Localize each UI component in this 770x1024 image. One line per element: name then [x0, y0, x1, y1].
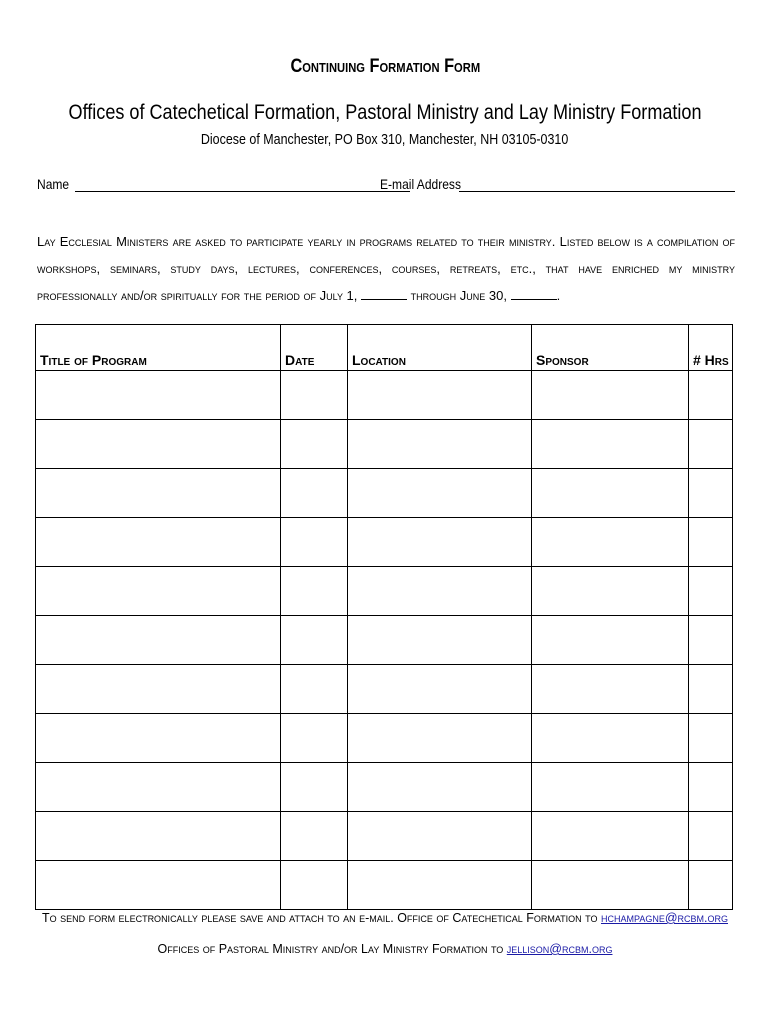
column-header-sponsor: Sponsor [532, 325, 689, 371]
title-cell[interactable] [36, 861, 281, 910]
sponsor-cell[interactable] [532, 763, 689, 812]
email-label: E-mail Address [380, 176, 461, 192]
sponsor-cell[interactable] [532, 665, 689, 714]
column-header-location: Location [348, 325, 532, 371]
email-field[interactable] [459, 191, 735, 192]
diocese-address-text: Diocese of Manchester, PO Box 310, Manchester, NH 03105-0310 [201, 132, 569, 148]
table-row [36, 616, 733, 665]
location-cell[interactable] [348, 812, 532, 861]
hours-cell[interactable] [689, 420, 733, 469]
location-cell[interactable] [348, 567, 532, 616]
period-end-year-field[interactable] [511, 286, 557, 300]
title-cell[interactable] [36, 518, 281, 567]
intro-text-part2: through June 30, [410, 288, 507, 303]
column-header-title: Title of Program [36, 325, 281, 371]
title-cell[interactable] [36, 763, 281, 812]
table-row [36, 420, 733, 469]
sponsor-cell[interactable] [532, 567, 689, 616]
location-cell[interactable] [348, 665, 532, 714]
table-row [36, 518, 733, 567]
catechetical-email-link[interactable]: hchampagne@rcbm.org [600, 911, 728, 925]
title-cell[interactable] [36, 420, 281, 469]
hours-cell[interactable] [689, 616, 733, 665]
date-cell[interactable] [281, 518, 348, 567]
name-field[interactable] [75, 191, 410, 192]
intro-text-end: . [556, 288, 561, 303]
date-cell[interactable] [281, 371, 348, 420]
date-cell[interactable] [281, 665, 348, 714]
footer-line-1-text: To send form electronically please save and attach to an e-mail. Office of Catechetical Formation to [42, 911, 598, 925]
hours-cell[interactable] [689, 518, 733, 567]
period-start-year-field[interactable] [361, 286, 407, 300]
sponsor-cell[interactable] [532, 616, 689, 665]
footer-line-2-text: Offices of Pastoral Ministry and/or Lay Ministry Formation to [157, 942, 504, 956]
table-row [36, 469, 733, 518]
offices-title [0, 101, 770, 125]
location-cell[interactable] [348, 469, 532, 518]
date-cell[interactable] [281, 420, 348, 469]
title-cell[interactable] [36, 616, 281, 665]
table-row [36, 567, 733, 616]
title-cell[interactable] [36, 665, 281, 714]
hours-cell[interactable] [689, 469, 733, 518]
hours-cell[interactable] [689, 861, 733, 910]
location-cell[interactable] [348, 371, 532, 420]
sponsor-cell[interactable] [532, 469, 689, 518]
date-cell[interactable] [281, 616, 348, 665]
title-cell[interactable] [36, 812, 281, 861]
diocese-address [0, 132, 770, 148]
table-row [36, 371, 733, 420]
date-cell[interactable] [281, 812, 348, 861]
sponsor-cell[interactable] [532, 812, 689, 861]
hours-cell[interactable] [689, 763, 733, 812]
sponsor-cell[interactable] [532, 714, 689, 763]
footer-line-2 [0, 942, 770, 956]
table-header-row [36, 325, 733, 371]
date-cell[interactable] [281, 469, 348, 518]
location-cell[interactable] [348, 861, 532, 910]
table-row [36, 714, 733, 763]
location-cell[interactable] [348, 763, 532, 812]
intro-text-part1: Lay Ecclesial Ministers are asked to participate yearly in programs related to their ministry. Listed below is a compilation of workshops, seminars, study days, lectures, conferences, courses, retreats, etc., that have enriched my ministry professionally and/or spiritually for the period of July 1, [37, 234, 735, 303]
column-header-date: Date [281, 325, 348, 371]
lay-ministry-email-link[interactable]: jellison@rcbm.org [506, 942, 613, 956]
footer-line-1 [0, 911, 770, 925]
date-cell[interactable] [281, 763, 348, 812]
name-label: Name [37, 176, 70, 192]
sponsor-cell[interactable] [532, 371, 689, 420]
hours-cell[interactable] [689, 714, 733, 763]
program-table [35, 324, 733, 910]
hours-cell[interactable] [689, 812, 733, 861]
offices-title-text: Offices of Catechetical Formation, Pastoral Ministry and Lay Ministry Formation [68, 101, 702, 124]
title-cell[interactable] [36, 567, 281, 616]
table-row [36, 665, 733, 714]
title-cell[interactable] [36, 714, 281, 763]
title-cell[interactable] [36, 469, 281, 518]
location-cell[interactable] [348, 518, 532, 567]
table-row [36, 861, 733, 910]
table-row [36, 812, 733, 861]
form-title [0, 56, 770, 78]
date-cell[interactable] [281, 567, 348, 616]
form-title-text: Continuing Formation Form [290, 56, 480, 77]
hours-cell[interactable] [689, 665, 733, 714]
hours-cell[interactable] [689, 371, 733, 420]
sponsor-cell[interactable] [532, 518, 689, 567]
contact-fields-row [37, 176, 737, 196]
location-cell[interactable] [348, 616, 532, 665]
table-row [36, 763, 733, 812]
intro-paragraph [37, 228, 735, 309]
sponsor-cell[interactable] [532, 420, 689, 469]
date-cell[interactable] [281, 861, 348, 910]
title-cell[interactable] [36, 371, 281, 420]
location-cell[interactable] [348, 714, 532, 763]
hours-cell[interactable] [689, 567, 733, 616]
column-header-hours: # Hrs [689, 325, 733, 371]
table-body [36, 371, 733, 910]
sponsor-cell[interactable] [532, 861, 689, 910]
date-cell[interactable] [281, 714, 348, 763]
location-cell[interactable] [348, 420, 532, 469]
